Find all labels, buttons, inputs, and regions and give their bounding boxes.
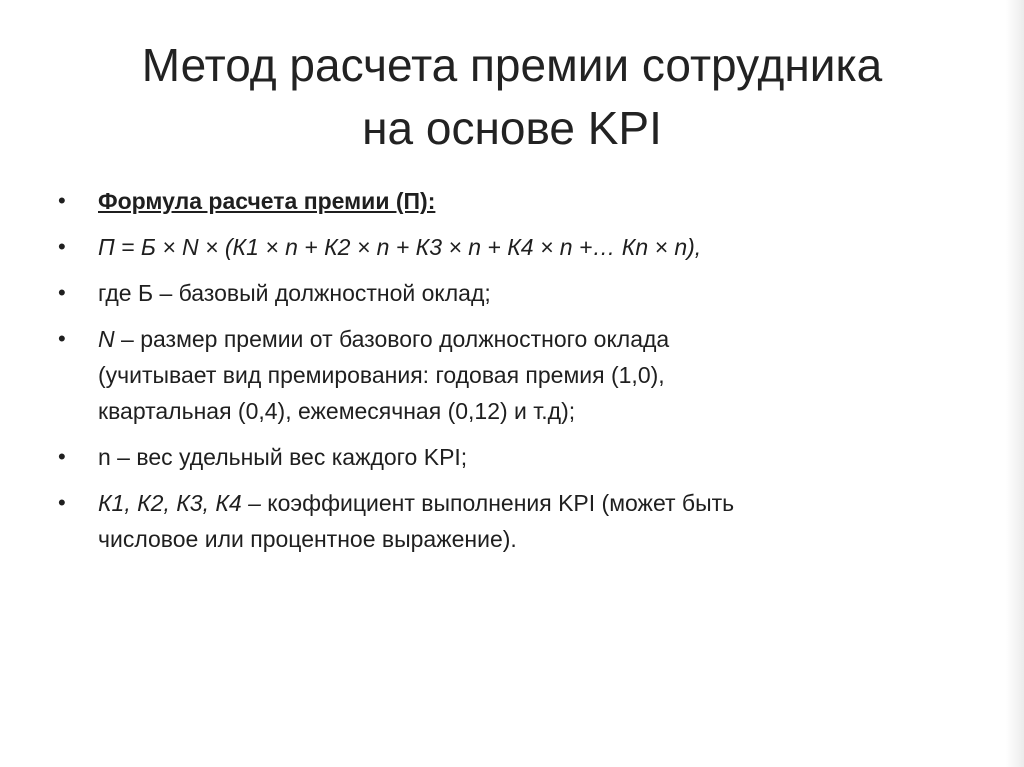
coefficients-line-1: коэффициент выполнения KPI (может быть <box>260 490 735 516</box>
list-item-base-salary <box>58 275 958 311</box>
bonus-size-lead: N <box>98 326 115 352</box>
list-item-coefficients <box>58 485 958 557</box>
bullet-icon: • <box>58 326 66 351</box>
bullet-icon: • <box>58 188 66 213</box>
bullet-list <box>58 183 958 567</box>
slide-title <box>40 34 984 160</box>
list-item-weight <box>58 439 958 475</box>
bonus-size-line-1: – размер премии от базового должностного оклада <box>114 326 670 352</box>
list-item-formula <box>58 229 958 265</box>
coefficients-line-2: числовое или процентное выражение). <box>98 526 517 552</box>
coefficients-lead: К1, К2, К3, К4 – <box>98 490 261 516</box>
bullet-icon: • <box>58 490 66 515</box>
base-salary-text: где Б – базовый должностной оклад; <box>98 280 491 306</box>
title-line-1: Метод расчета премии сотрудника <box>141 39 883 91</box>
formula-heading: Формула расчета премии (П): <box>98 188 436 214</box>
bonus-size-line-3: квартальная (0,4), ежемесячная (0,12) и т.д); <box>98 398 576 424</box>
bullet-icon: • <box>58 234 66 259</box>
weight-text: n – вес удельный вес каждого KPI; <box>98 444 468 470</box>
title-line-2: на основе KPI <box>362 102 662 154</box>
bonus-size-line-2: (учитывает вид премирования: годовая премия (1,0), <box>98 362 665 388</box>
formula-text: П = Б × N × (К1 × n + К2 × n + К3 × n + К4 × n +… Кn × n), <box>98 234 702 260</box>
bullet-icon: • <box>58 444 66 469</box>
list-item-bonus-size <box>58 321 958 429</box>
bullet-icon: • <box>58 280 66 305</box>
slide-edge-shadow <box>1006 0 1024 767</box>
list-item-formula-heading <box>58 183 958 219</box>
